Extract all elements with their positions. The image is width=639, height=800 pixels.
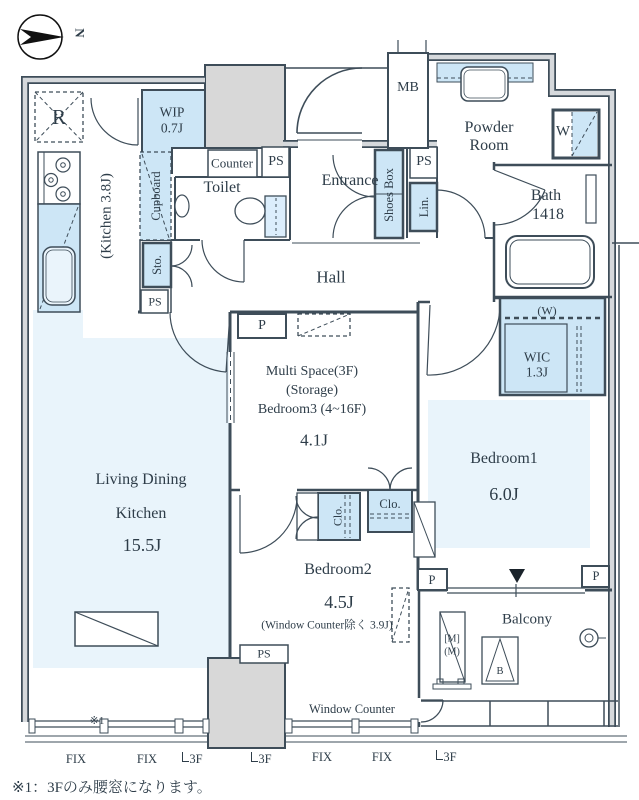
m-unit-label1: [M] [444, 633, 460, 645]
multi-space-label3: Bedroom3 (4~16F) [257, 402, 367, 418]
direction-marker-icon [509, 569, 525, 583]
bath-size: 1418 [532, 206, 564, 224]
wip-label: WIP [159, 104, 185, 120]
bracket-mark [182, 752, 189, 762]
meter-box [388, 53, 428, 148]
kitchen-label: (Kitchen 3.8J) [98, 173, 115, 259]
cupboard-label: Cupboard [149, 171, 163, 221]
drain-icon [580, 629, 606, 647]
window-counter-label: Window Counter [309, 702, 395, 716]
ps-label: PS [416, 154, 432, 170]
door-entrance [297, 68, 362, 133]
shoes-box-label: Shoes Box [382, 168, 396, 222]
window-type-label: 3F [189, 752, 203, 766]
bracket-mark [436, 750, 443, 760]
ldk-label2: Kitchen [115, 505, 167, 523]
pillar-label: P [428, 573, 436, 587]
refrigerator-label: R [51, 105, 67, 130]
note-mark-label: ※1 [89, 714, 105, 727]
wip-size: 0.7J [160, 120, 184, 136]
kitchen-counter-sink-icon [38, 204, 80, 312]
hall-label: Hall [316, 267, 346, 287]
balcony-label: Balcony [502, 611, 552, 628]
toilet-icon [175, 195, 286, 237]
window-type-label: FIX [371, 750, 393, 764]
beam-dashed-box [392, 588, 409, 642]
window-type-label: 3F [258, 752, 272, 766]
window-type-label: FIX [65, 752, 87, 766]
window-type-label: FIX [136, 752, 158, 766]
bedroom1-size: 6.0J [489, 483, 519, 504]
multi-space-label2: (Storage) [285, 383, 339, 399]
compass-north-label: N [72, 28, 88, 38]
wic-label: WIC [523, 349, 551, 365]
washer-label: W [555, 123, 571, 140]
multi-space-size: 4.1J [300, 430, 328, 450]
linen-label: Lin. [417, 196, 431, 218]
compass-icon [18, 15, 64, 59]
m-unit-label2: (M) [444, 646, 460, 658]
door-balcony [421, 700, 443, 722]
ps-label: PS [257, 646, 271, 661]
wic-w-label: (W) [537, 303, 557, 318]
bath-label: Bath [530, 187, 562, 205]
closet-label: Clo. [379, 497, 401, 511]
wic-size: 1.3J [525, 364, 549, 380]
table-icon [75, 612, 158, 646]
entrance-label: Entrance [321, 172, 379, 190]
door-bedroom1 [427, 305, 500, 375]
bedroom1-label: Bedroom1 [470, 450, 538, 468]
counter-label: Counter [211, 155, 253, 171]
bedroom2-sub: (Window Counter除く 3.9J) [261, 619, 393, 632]
door-closet-right [368, 468, 412, 490]
closet-left [297, 493, 360, 540]
door-storage [170, 245, 192, 287]
powder-room-label: Powder [464, 119, 514, 137]
door-powder [437, 190, 485, 238]
ps-label: PS [268, 154, 284, 170]
ldk-size: 15.5J [122, 534, 162, 555]
open-door-leaf [414, 502, 435, 557]
beam-dashed-box [298, 314, 350, 336]
door-shoesbox [333, 155, 375, 238]
bracket-mark [251, 752, 258, 762]
bedroom2-label: Bedroom2 [304, 561, 372, 579]
toilet-label: Toilet [203, 179, 241, 197]
pillar-label: P [258, 318, 266, 334]
bedroom2-size: 4.5J [324, 591, 354, 612]
b-unit-label: B [496, 666, 504, 678]
meter-box-label: MB [397, 80, 419, 96]
door-bedroom2 [240, 495, 297, 553]
storage-label: Sto. [150, 255, 164, 275]
closet-label: Clo. [330, 505, 345, 527]
door-wip [91, 98, 138, 145]
structural-block [208, 658, 285, 748]
ps-label: PS [148, 294, 162, 309]
window-type-label: FIX [311, 750, 333, 764]
stove-icon [38, 152, 80, 204]
footnote: ※1：3Fのみ腰窓になります。 [12, 780, 212, 796]
powder-room-label2: Room [469, 137, 509, 155]
pillar-label: P [592, 569, 600, 583]
window-type-label: 3F [443, 750, 457, 764]
ldk-label1: Living Dining [95, 471, 187, 489]
door-toilet [202, 240, 244, 282]
multi-space-label1: Multi Space(3F) [265, 364, 359, 380]
vanity-sink-icon [437, 63, 533, 101]
